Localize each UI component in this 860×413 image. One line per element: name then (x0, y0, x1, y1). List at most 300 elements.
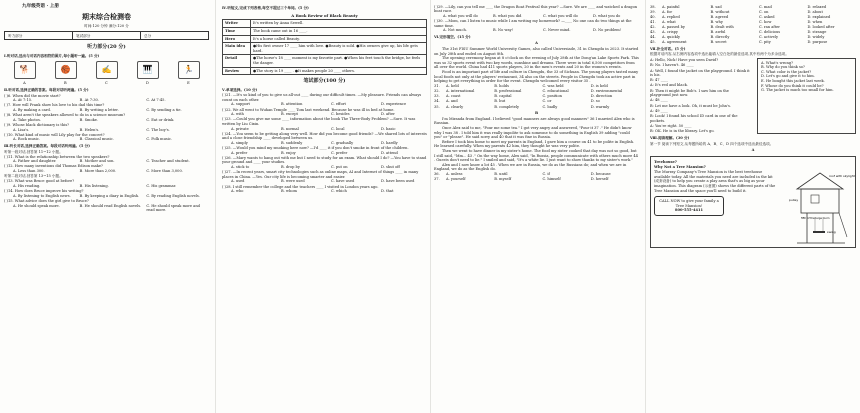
answer-options (231, 179, 427, 184)
answer-option[interactable]: C. Folk music. (146, 137, 173, 142)
option-row (434, 94, 639, 99)
dialog-line: A: It's red and black. (650, 83, 688, 88)
answer-option[interactable]: C. put on (331, 165, 348, 170)
question-item (4, 103, 209, 112)
answer-option[interactable]: A. Rock music. (13, 137, 40, 142)
question-text: ( )21. —It's so kind of you to give us all-out ____ during our difficult times. —My pleasure. Friends can always count on each other. (222, 93, 422, 102)
dialog-line: A: 49 ____ (650, 108, 668, 113)
question-text: ( )28. I still remember the college and the teachers ____ I visited in London years ago. (222, 184, 379, 189)
answer-option[interactable]: B. what you did (493, 13, 522, 18)
question-text: ( )26. —Mary wants to hang out with me but I need to study for an exam. What should I do? —You have to stand your ground and ____ your studies. (222, 155, 427, 165)
answer-option[interactable]: D. experience (381, 102, 407, 107)
answer-option[interactable]: B. agreed (710, 14, 729, 19)
answer-option[interactable]: C. himself (542, 177, 561, 182)
answer-option[interactable]: A. coast (446, 94, 461, 99)
question-item (434, 19, 639, 33)
answer-option[interactable]: D. purpose (807, 40, 828, 45)
answer-option[interactable]: A. He should speak more. (13, 203, 60, 208)
answer-option[interactable]: C. The boy's. (146, 127, 170, 132)
answer-option[interactable]: B. without (710, 9, 730, 14)
answer-option[interactable]: A. unless (446, 172, 463, 177)
answer-option[interactable]: D. strange (807, 29, 827, 34)
answer-option[interactable]: A. held (446, 84, 459, 89)
answer-option[interactable]: A. for (662, 9, 673, 14)
dialog-option[interactable]: A. What's wrong? (761, 60, 793, 65)
answer-option[interactable]: A. what you will do (443, 13, 478, 18)
answer-option[interactable]: B. At 7:30. (79, 98, 99, 103)
question-text: ( )10. What kind of music will Lily play for the concert? (4, 132, 105, 137)
column-divider (430, 0, 431, 413)
option-number: 35. (434, 104, 440, 109)
score-cell: 听力部分 (5, 32, 73, 39)
answer-option[interactable]: C. By sending a tie. (146, 107, 182, 112)
question-item (222, 185, 427, 194)
answer-option[interactable]: A. international (446, 89, 475, 94)
answer-option[interactable]: B. why (710, 19, 723, 24)
passage-a-label: A (535, 41, 538, 46)
question-text: ( )8. What aren't the speakers allowed to do in a science museum? (4, 113, 126, 118)
answer-option[interactable]: A. replied (662, 14, 680, 19)
row-key: Time (223, 28, 251, 36)
picture-label: D (146, 81, 149, 86)
table-caption: A Book Review of Black Beauty (291, 12, 358, 18)
answer-option[interactable]: C. which (331, 189, 347, 194)
answer-option[interactable]: D. so (590, 99, 600, 104)
answer-option[interactable]: A. crispy (662, 29, 678, 34)
question-item (222, 156, 427, 170)
dialog-option[interactable]: B. Why do you think so? (761, 65, 805, 70)
answer-option[interactable]: A. quickly (662, 35, 681, 40)
picture-label: A (23, 81, 26, 86)
answer-option[interactable]: B. were used (281, 179, 305, 184)
answer-option[interactable]: C. delicious (759, 29, 781, 34)
option-number: 39. (650, 9, 656, 14)
answer-option[interactable]: C. if (542, 172, 550, 177)
option-row (650, 15, 856, 20)
answer-option[interactable]: C. More than 3,000. (146, 169, 183, 174)
answer-option[interactable]: B. sad (710, 4, 722, 9)
answer-option[interactable]: C. actively (759, 35, 778, 40)
question-item (222, 108, 427, 117)
score-table (4, 31, 209, 40)
answer-option[interactable]: B. but (494, 99, 506, 104)
call-text: CALL NOW to give your family a Tree Mansion! (659, 199, 719, 208)
question-text: ( )27. —In recent years, smart city technologies such as online maps, AI and Internet of things ____ in many places in China. —Yes. Our city life is becoming smarter and easier. (222, 170, 419, 179)
answer-option[interactable]: D. herself (590, 177, 609, 182)
answer-option[interactable]: A. who (231, 189, 244, 194)
answer-option[interactable]: B. awful (710, 29, 726, 34)
question-text: ( )24. —You seem to be getting along very well. How did you become good friends? —We shared lots of interests and a close friendship ____ developed between us. (222, 131, 427, 141)
answer-option[interactable]: B. He should read English novels. (79, 203, 142, 208)
picture-label: C (104, 81, 108, 86)
question-item (4, 123, 209, 132)
score-cell: 总分 (144, 34, 152, 39)
answer-option[interactable]: D. direction (590, 94, 613, 99)
score-cell: 笔试部分 (73, 32, 141, 39)
phone-number: 800-555-4411 (675, 208, 703, 213)
option-number: 37. (434, 177, 440, 182)
answer-option[interactable]: A. private (231, 126, 249, 131)
option-number: 34. (434, 99, 440, 104)
answer-option[interactable]: B. secret (710, 40, 727, 45)
answer-option[interactable]: C. educational (542, 89, 569, 94)
row-value: The book came out in 16 ____. (251, 28, 427, 36)
dialog-line: B: Look! I found his school ID card in one of the pockets. (650, 114, 738, 123)
section-8-intro: 第一节 阅读下列短文,从每题所给的 A、B、C、D 四个选项中选出最佳选项。 (650, 141, 774, 146)
answer-options (13, 159, 209, 164)
option-number: 31. (434, 84, 440, 89)
option-number: 42. (650, 24, 656, 29)
questions-29-30 (434, 5, 639, 33)
exam-info: 时间:120 分钟 满分:120 分 (84, 23, 129, 28)
answer-option[interactable]: C. position (542, 94, 562, 99)
answer-options (443, 14, 639, 19)
answer-option[interactable]: A. simply (231, 140, 248, 145)
answer-option[interactable]: B. dealt with (710, 24, 734, 29)
answer-options (13, 184, 209, 189)
call-box (654, 196, 724, 216)
cloze-options-a (434, 84, 639, 109)
dialog-line: B: 47 ____ (650, 78, 668, 83)
cloze-options-b-cont (650, 5, 856, 45)
answer-option[interactable]: C. local (331, 126, 345, 131)
section-3-questions-1 (4, 155, 209, 174)
piano-picture: 🎹 (137, 61, 159, 79)
option-row (434, 89, 639, 94)
dialog-line: B: Then it might be Bob's. I saw him on the playground just now. (650, 88, 729, 98)
passage-a-label: A (751, 148, 755, 153)
passage-paragraph: Alex and I now know a lot 45 . When we are in Russia, we do as the Russians do; and when we are in England, we do as the English do. (434, 162, 627, 172)
section-7-title: Ⅶ.补全对话。(5 分) (650, 46, 686, 51)
question-text: ( )22. We all went to Wuhan Temple ____ Tom last weekend. Because he was ill in bed at home. (222, 107, 395, 112)
row-key: Detail (223, 55, 251, 67)
ad-body: The Murray Company's Tree Mansion is the best treehouse available today. All the materials you need are included in the kit (成套设备) to help you create a play area that's as big as your imagination. This diagram (示意图) shows the different parts of the Tree Mansion and the space you'll need to build it. (654, 170, 776, 193)
answer-option[interactable]: B. normal (281, 126, 299, 131)
answer-option[interactable]: B. drop by (281, 165, 300, 170)
passage-paragraph: The 31st FISU Summer World University Games, also called Universiade, 31 in Chengdu in 2023. It started on July 28th and ended on August 8th. (434, 46, 639, 56)
answer-option[interactable]: A. Take photos. (13, 117, 41, 122)
option-row (650, 20, 856, 25)
table-row (223, 55, 427, 67)
question-item (222, 132, 427, 146)
answer-option[interactable]: D. is held (590, 84, 608, 89)
answer-options (231, 112, 427, 117)
column-2 (222, 4, 427, 409)
answer-options (13, 204, 209, 213)
answer-option[interactable]: C. have used (331, 179, 355, 184)
answer-option[interactable]: A. Lisa's. (13, 127, 30, 132)
section-6-title: Ⅵ.完形填空。(15 分) (434, 34, 471, 39)
option-row (650, 30, 856, 35)
row-key: Hero (223, 35, 251, 43)
answer-options (231, 165, 427, 170)
answer-option[interactable]: A. stick to (231, 165, 250, 170)
answer-options (231, 127, 427, 132)
ad-subheading: Why Not a Tree Mansion? (654, 164, 706, 169)
answer-option[interactable]: C. or (542, 99, 552, 104)
column-1 (4, 4, 209, 409)
dialog-line: A: You're right. 50 ____ (650, 123, 692, 128)
table-row (223, 43, 427, 55)
answer-option[interactable]: A. prefer (231, 150, 248, 155)
answer-option[interactable]: A. agreement (662, 40, 687, 45)
answer-option[interactable]: D. have been used (381, 179, 415, 184)
answer-option[interactable]: C. By reading English novels. (146, 193, 200, 198)
dialog-line: B: Let me have a look. Oh, it must be John's. (650, 103, 731, 108)
diagram-label: fifth of the large room (801, 216, 830, 220)
answer-option[interactable]: A. Less than 300. (13, 169, 45, 174)
dialog-line: B: No. I haven't. 46 ____ (650, 63, 694, 68)
answer-option[interactable]: B. Classical music. (79, 137, 114, 142)
option-number: 32. (434, 89, 440, 94)
answer-option[interactable]: A. support (231, 102, 250, 107)
answer-option[interactable]: D. explained (807, 14, 831, 19)
subject-header: 九年级英语 · 上册 (22, 4, 59, 9)
cloze-options-b (434, 172, 639, 182)
answer-options (13, 169, 209, 174)
question-text: ( )14. How does Bruce improve his writing? (4, 189, 84, 194)
row-value: It's written by Anna Sewell. (251, 20, 427, 28)
option-number: 44. (650, 35, 656, 40)
answer-option[interactable]: A. Father and daughter. (13, 159, 57, 164)
table-row (223, 35, 427, 43)
answer-options (13, 194, 209, 199)
answer-option[interactable]: D. widely (807, 35, 825, 40)
table-row (223, 20, 427, 28)
question-text: ( )23. —Could you give me some ____ information about the book The Three-Body Problem? —Sure. It was written by Liu Cixin. (222, 117, 416, 126)
answer-option[interactable]: D. warmly (590, 104, 610, 109)
tree-mansion-ad (650, 156, 856, 248)
answer-option[interactable]: D. basic (381, 126, 396, 131)
option-row (650, 35, 856, 40)
question-item (222, 117, 427, 131)
section-4-title: Ⅳ.听短文,完成下列表格,每空不超过三个单词。(5 分) (222, 6, 309, 10)
question-text: ( )11. What is the relationship between the two speakers? (4, 154, 110, 159)
answer-option[interactable]: A. with (231, 112, 244, 117)
listening-part-title: 听力部分(20 分) (87, 44, 126, 51)
question-text: ( )13. What was Bruce good at before? (4, 179, 75, 184)
answer-option[interactable]: A. His reading. (13, 184, 41, 189)
dialog-line: A: Hello, Nick! Have you seen David? (650, 58, 719, 63)
option-number: 33. (434, 94, 440, 99)
passage-paragraph: Then we went to have dinner in my sister's home. The food my sister cooked that day was not so good, but I still said, "Mm... 43 ." On the way home, Alex said, "In Russia, people communicate with others much more 44 . Guests don't need to lie." I smiled and said, "It's a white lie. I just want to show thanks to my sister's work." (434, 148, 638, 163)
option-row (434, 84, 639, 89)
option-number: 43. (650, 29, 656, 34)
diagram-label: swing (827, 229, 836, 234)
table-row (223, 67, 427, 75)
answer-options (13, 128, 209, 133)
question-text: ( )7. How will Frank show his love to his dad this time? (4, 103, 105, 108)
answer-option[interactable]: A. At 7:15. (13, 98, 33, 103)
answer-option[interactable]: C. Eat or drink. (146, 117, 175, 122)
row-value: ●The horse's 18 ____ moment is my favorite part. ●When his feet touch the bridge, he feels the danger. (251, 55, 427, 67)
answer-option[interactable]: B. More than 2,000. (79, 169, 117, 174)
dialog-option[interactable]: C. What color is the jacket? (761, 69, 812, 74)
answer-option[interactable]: D. No problem! (593, 28, 622, 33)
option-number: 40. (650, 14, 656, 19)
row-key: Main idea (223, 43, 251, 55)
answer-option[interactable]: C. Teacher and student. (146, 159, 190, 164)
answer-option[interactable]: D. when (807, 19, 823, 24)
answer-option[interactable]: A. passed by (662, 24, 685, 29)
option-number: 45. (650, 40, 656, 45)
passage-paragraph: The opening ceremony began at 8 o'clock on the evening of July 28th at the Dong'an Lake Sports Park. This was so 32 sports event with two key words, sunshine and dreams. There were in total 6,500 competitors from all over the world. China had 411 sports players, 20 in the men's events and 20 in the women's events. (434, 56, 639, 70)
column-divider (215, 0, 216, 413)
answer-options (443, 28, 639, 33)
section-1-title: Ⅰ.听对话,选出与对话内容相符的图片,每小题听一遍。(5 分) (4, 53, 100, 58)
diagram-label: pulley (789, 197, 799, 202)
passage-paragraph: Food is an important part of life and culture in Chengdu, the 33 of Sichuan. The young players tasted many local foods not only at the players' restaurant, 34 also on the streets. People in Chengdu took an active part in helping to get everything in order for the event. Chengdu welcomed every visitor 35 . (434, 69, 639, 84)
dialog-options-box (757, 58, 856, 135)
answer-option[interactable]: C. He should speak more and read more. (146, 203, 200, 213)
answer-option[interactable]: B. Smoke. (79, 117, 99, 122)
page-title: 期末综合检测卷 (82, 11, 131, 21)
answer-option[interactable]: D. shut off (381, 165, 400, 170)
answer-option[interactable]: B. attention (281, 102, 303, 107)
answer-option[interactable]: A. Not much. (443, 28, 467, 33)
answer-option[interactable]: A. what (662, 19, 676, 24)
answer-option[interactable]: B. except (281, 112, 298, 117)
answer-option[interactable]: B. No way! (493, 28, 514, 33)
section-7-intro: 根据对话内容,从右侧内容选项中选出能填入空白处的最佳选项,其中有两个为多余选项。 (650, 52, 789, 57)
answer-option[interactable]: C. pity (759, 40, 771, 45)
answer-option[interactable]: B. completely (494, 104, 520, 109)
answer-options (13, 108, 209, 113)
answer-option[interactable]: C. His grammar. (146, 184, 177, 189)
answer-option[interactable]: B. until (494, 172, 508, 177)
answer-option[interactable]: B. capital (494, 94, 512, 99)
answer-option[interactable]: A. used (231, 179, 245, 184)
answer-option[interactable]: D. environmental (590, 89, 623, 94)
answer-option[interactable]: B. Helen's. (79, 127, 100, 132)
dialog-line: A: 48 ____ (650, 98, 668, 103)
answer-option[interactable]: C. how (759, 19, 772, 24)
dialog-line: B: OK. He is in the library. Let's go. (650, 128, 715, 133)
option-row (650, 40, 856, 45)
answer-option[interactable]: C. asked (759, 14, 775, 19)
question-text: ( )30. —Mom, can I listen to music while I am writing my homework? —____ No one can do two things at the same time. (434, 18, 632, 28)
answer-option[interactable]: D. because (590, 172, 611, 177)
slide-line (839, 213, 847, 237)
picture-labels (4, 81, 209, 86)
table-row (223, 28, 427, 36)
answer-option[interactable]: A. clearly (446, 104, 464, 109)
dialog-option[interactable]: E. He bought this jacket last week. (761, 78, 825, 83)
option-row (434, 177, 639, 182)
answer-option[interactable]: B. His listening. (79, 184, 109, 189)
answer-option[interactable]: C. besides (331, 112, 350, 117)
answer-option[interactable]: C. At 7:45. (146, 98, 166, 103)
answer-option[interactable]: C. on (759, 9, 769, 14)
answer-option[interactable]: C. badly (542, 104, 558, 109)
section-5-questions (222, 93, 427, 194)
dialog-option[interactable]: G. The jacket is much too small for him. (761, 88, 834, 93)
section-3-title: Ⅲ.听长对话,选择正确答案。每段对话听两遍。(5 分) (4, 143, 90, 148)
column-3 (434, 4, 639, 409)
answer-option[interactable]: D. attend (381, 150, 398, 155)
answer-option[interactable]: D. looked after (807, 24, 835, 29)
answer-option[interactable]: C. Never mind. (543, 28, 571, 33)
question-item (222, 170, 427, 184)
question-item (222, 93, 427, 107)
answer-options (13, 98, 209, 103)
picture-label: E (187, 81, 190, 86)
answer-option[interactable]: C. ran after (759, 24, 780, 29)
answer-option[interactable]: B. professional (494, 89, 522, 94)
answer-option[interactable]: A. By listening to English news. (13, 193, 71, 198)
answer-option[interactable]: C. was held (542, 84, 564, 89)
answer-options (13, 118, 209, 123)
column-4 (650, 4, 856, 409)
question-text: ( )12. How many inventions did Thomas Edison make? (4, 164, 103, 169)
answer-option[interactable]: A. painful (662, 4, 680, 9)
answer-option[interactable]: A. and (446, 99, 458, 104)
answer-option[interactable]: D. hardly (381, 140, 398, 145)
option-number: 36. (434, 172, 440, 177)
answer-option[interactable]: B. suddenly (281, 140, 303, 145)
answer-option[interactable]: D. about (807, 9, 823, 14)
answer-option[interactable]: C. what you will do (543, 13, 578, 18)
dialog-lines (650, 58, 750, 135)
answer-option[interactable]: B. enjoy (281, 150, 296, 155)
dialog-option[interactable]: F. Whose do you think it could be? (761, 83, 824, 88)
answer-option[interactable]: B. directly (710, 35, 730, 40)
answer-options (13, 137, 209, 142)
picture-label: B (64, 81, 67, 86)
answer-option[interactable]: D. what you do (593, 13, 621, 18)
question-item (222, 146, 427, 155)
column-divider (645, 0, 646, 413)
tree-mansion-diagram (789, 167, 855, 247)
answer-options (231, 102, 427, 107)
answer-option[interactable]: B. By keeping a diary in English. (79, 193, 140, 198)
answer-option[interactable]: D. after (381, 112, 395, 117)
answer-option[interactable]: C. gradually (331, 140, 354, 145)
row-key: Review (223, 67, 251, 75)
option-row (434, 172, 639, 177)
dialog-line: A: Well, I found the jacket on the playground. I think it is his. (650, 68, 750, 78)
answer-option[interactable]: B. myself (494, 177, 512, 182)
option-number: 38. (650, 4, 656, 9)
question-text: ( )9. Whose black dictionary is this? (4, 122, 70, 127)
option-number: 41. (650, 19, 656, 24)
answer-option[interactable]: C. prefer (331, 150, 348, 155)
question-item (4, 94, 209, 103)
section-3-intro-1: 听第一段对话,回答第 11~12 小题。 (4, 149, 63, 154)
dialog-option[interactable]: D. Let's go and give it to him. (761, 74, 815, 79)
ad-heading: Treehouse? (654, 159, 677, 164)
answer-option[interactable]: B. whom (281, 189, 297, 194)
written-part-title: 笔试部分(100 分) (303, 78, 346, 85)
option-row (650, 25, 856, 30)
answer-option[interactable]: B. Mother and son. (79, 159, 115, 164)
answer-option[interactable]: B. holds (494, 84, 509, 89)
section-3-intro-2: 听第二段对话,回答第 13~15 小题。 (4, 174, 63, 179)
answer-option[interactable]: C. effort (331, 102, 346, 107)
answer-option[interactable]: A. By making a card. (13, 107, 51, 112)
row-key: Writer (223, 20, 251, 28)
answer-option[interactable]: D. relaxed (807, 4, 827, 9)
row-value: It's a horse called Beauty. (251, 35, 427, 43)
question-item (4, 179, 209, 188)
answer-option[interactable]: A. yourself (446, 177, 466, 182)
answer-option[interactable]: C. mad (759, 4, 772, 9)
answer-option[interactable]: B. By writing a letter. (79, 107, 119, 112)
question-text: ( )6. When did the movie start? (4, 93, 61, 98)
book-review-table (222, 13, 427, 76)
answer-option[interactable]: D. that (381, 189, 394, 194)
picture-row (4, 61, 209, 79)
